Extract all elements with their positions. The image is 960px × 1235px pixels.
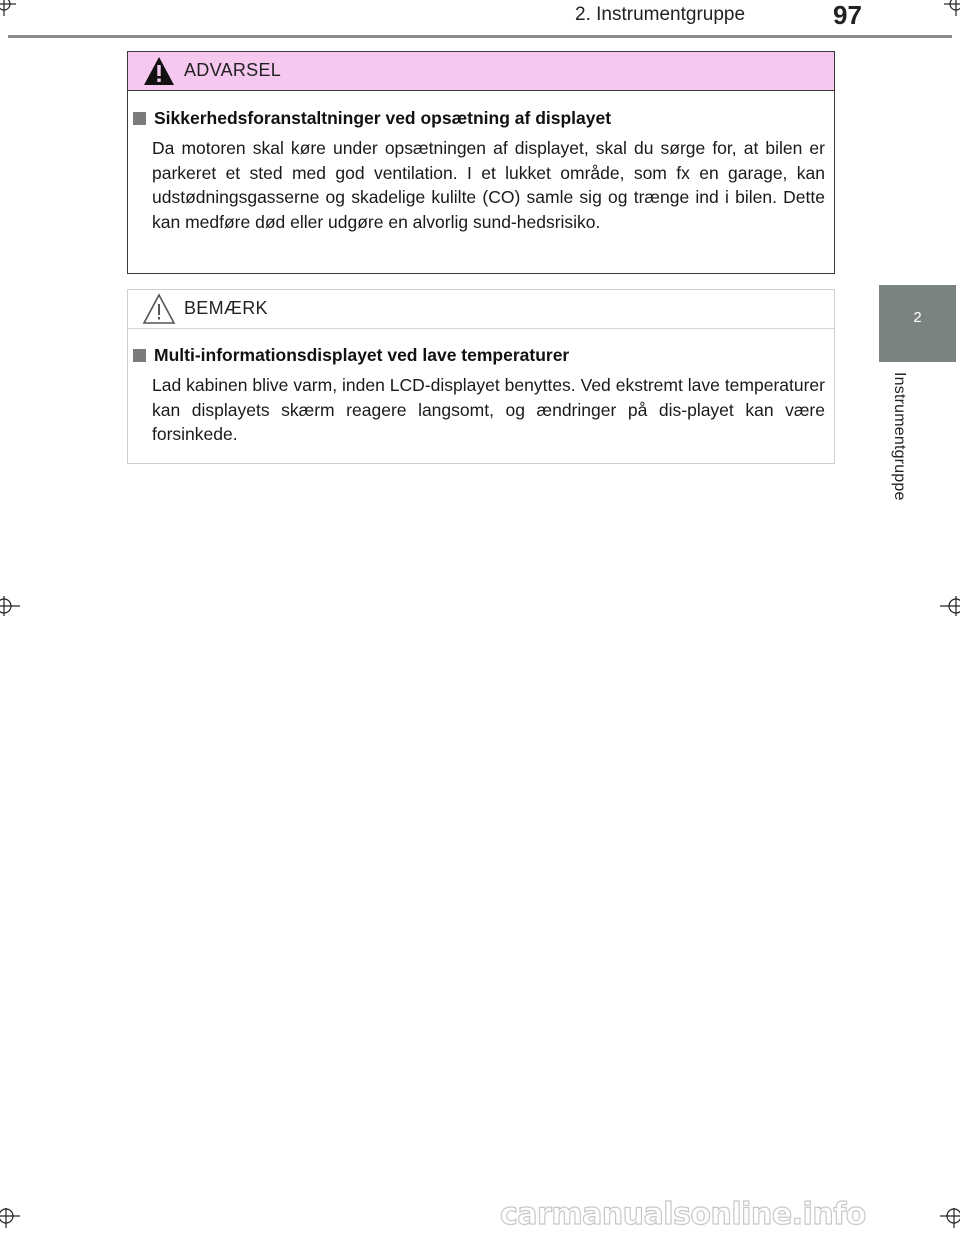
chapter-tab [879, 285, 956, 362]
warning-item-text: Da motoren skal køre under opsætningen af displayet, skal du sørge for, at bilen er parkeret et sted med god ventilation. I et lukket område, som fx en garage, kan udstødningsgasserne og skadelige kulilte (CO) samle sig og trænge ind i bilen. Dette kan medføre død eller udgøre en alvorlig sund-hedsrisiko. [152, 138, 825, 232]
watermark-text: carmanualsonline.info [500, 1197, 866, 1232]
notice-box-header [128, 290, 834, 329]
warning-box [127, 51, 835, 274]
warning-item-title [133, 108, 611, 129]
square-bullet-icon [133, 349, 146, 362]
section-title: 2. Instrumentgruppe [575, 4, 746, 25]
notice-box [127, 289, 835, 464]
chapter-number: 2 [913, 309, 922, 326]
warning-triangle-filled-icon [142, 55, 176, 87]
warning-item-title-text: Sikkerhedsforanstaltninger ved opsætning af displayet [154, 108, 612, 128]
notice-item-text: Lad kabinen blive varm, inden LCD-displayet benyttes. Ved ekstremt lave temperaturer kan displayets skærm reagere langsomt, og ændringer på dis-playet kan være forsinkede. [152, 375, 825, 444]
crop-mark-icon [940, 596, 960, 616]
notice-label: BEMÆRK [184, 298, 268, 318]
warning-box-header [128, 52, 834, 91]
page-number: 97 [833, 0, 862, 30]
notice-item-title-text: Multi-informationsdisplayet ved lave temperaturer [154, 345, 570, 365]
warning-triangle-outline-icon [142, 293, 176, 325]
crop-mark-icon [0, 0, 16, 16]
square-bullet-icon [133, 112, 146, 125]
crop-mark-icon [944, 0, 960, 16]
watermark [500, 1196, 955, 1232]
warning-label: ADVARSEL [184, 60, 282, 80]
notice-item-title [133, 345, 569, 366]
header-rule [8, 35, 952, 38]
crop-mark-icon [0, 596, 20, 616]
chapter-label: Instrumentgruppe [891, 372, 908, 501]
crop-mark-icon [0, 1208, 20, 1228]
